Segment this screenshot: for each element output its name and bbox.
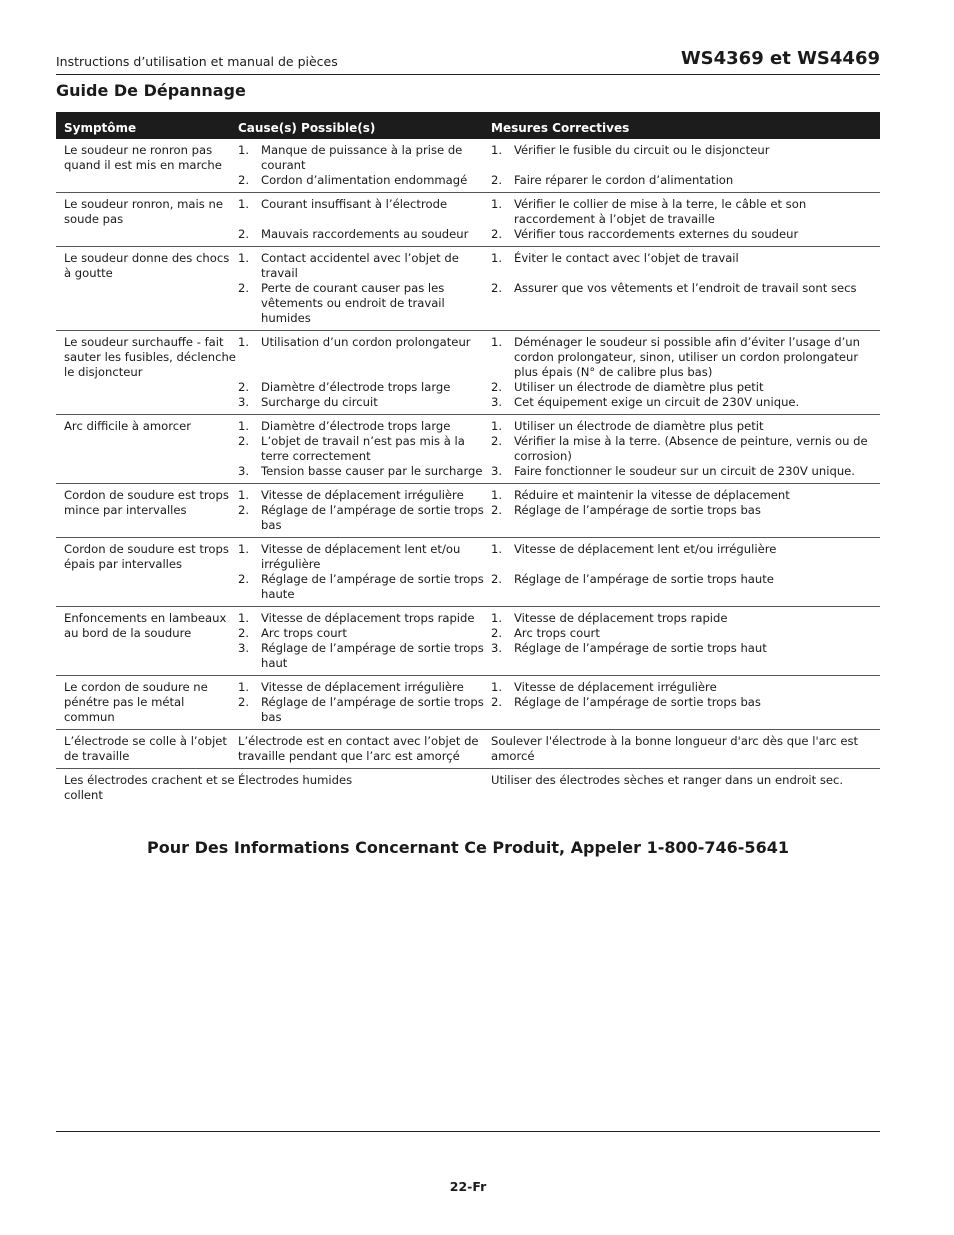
symptom-cell: Le soudeur donne des chocs à goutte [64, 251, 230, 280]
remedy-item: Vitesse de déplacement lent et/ou irrégulière [514, 542, 777, 556]
remedies-cell: 1. Vitesse de déplacement lent et/ou irrégulière 2. Réglage de l’ampérage de sortie trops haute [491, 542, 880, 602]
cause-text-cell: Électrodes humides [238, 773, 353, 787]
symptom-cell: Les électrodes crachent et se collent [64, 773, 235, 802]
causes-cell: 1. Vitesse de déplacement irrégulière 2. Réglage de l’ampérage de sortie trops bas [238, 680, 491, 725]
remedies-cell: 1. Vérifier le collier de mise à la terre, le câble et son raccordement à l’objet de travaille 2. Vérifier tous raccordements externes du soudeur [491, 197, 880, 242]
cause-item: Perte de courant causer pas les vêtements ou endroit de travail humides [261, 281, 445, 325]
symptom-cell: Cordon de soudure est trops épais par intervalles [64, 542, 229, 571]
remedy-item: Vérifier la mise à la terre. (Absence de peinture, vernis ou de corrosion) [514, 434, 868, 463]
cause-item: Surcharge du circuit [261, 395, 378, 409]
table-row [56, 484, 880, 538]
cause-item: Vitesse de déplacement lent et/ou irrégulière [261, 542, 461, 571]
causes-cell: 1. Vitesse de déplacement trops rapide 2. Arc trops court 3. Réglage de l’ampérage de sortie trops haut [238, 611, 491, 671]
symptom-cell: Enfoncements en lambeaux au bord de la soudure [64, 611, 227, 640]
cause-item: Arc trops court [261, 626, 347, 640]
remedy-item: Faire fonctionner le soudeur sur un circuit de 230V unique. [514, 464, 855, 478]
remedy-item: Faire réparer le cordon d’alimentation [514, 173, 734, 187]
cause-item: Réglage de l’ampérage de sortie trops haut [261, 641, 484, 670]
remedy-item: Vérifier le fusible du circuit ou le disjoncteur [514, 143, 770, 157]
page-number: 22-Fr [449, 1179, 487, 1194]
table-header [56, 112, 880, 139]
cause-item: Vitesse de déplacement trops rapide [261, 611, 475, 625]
section-title: Guide De Dépannage [56, 81, 246, 100]
symptom-cell: Arc difficile à amorcer [64, 419, 191, 433]
causes-cell: 1. Manque de puissance à la prise de courant 2. Cordon d’alimentation endommagé [238, 143, 491, 188]
remedy-item: Utiliser un électrode de diamètre plus petit [514, 380, 764, 394]
table-row [56, 607, 880, 676]
remedy-item: Réglage de l’ampérage de sortie trops bas [514, 695, 761, 709]
model-numbers: WS4369 et WS4469 [680, 48, 880, 69]
cause-item: Cordon d’alimentation endommagé [261, 173, 468, 187]
column-header-symptom: Symptôme [64, 121, 137, 135]
troubleshooting-table [56, 112, 880, 807]
causes-cell: 1. Vitesse de déplacement irrégulière 2. Réglage de l’ampérage de sortie trops bas [238, 488, 491, 533]
cause-item: Diamètre d’électrode trops large [261, 380, 451, 394]
symptom-cell: Le soudeur surchauffe - fait sauter les fusibles, déclenche le disjoncteur [64, 335, 236, 379]
remedy-item: Cet équipement exige un circuit de 230V unique. [514, 395, 800, 409]
remedy-item: Utiliser un électrode de diamètre plus petit [514, 419, 764, 433]
remedies-cell: 1. Vitesse de déplacement irrégulière 2. Réglage de l’ampérage de sortie trops bas [491, 680, 880, 725]
table-row [56, 769, 880, 807]
cause-item: L’objet de travail n’est pas mis à la terre correctement [261, 434, 465, 463]
symptom-cell: Le soudeur ne ronron pas quand il est mis en marche [64, 143, 222, 172]
remedies-cell: 1. Déménager le soudeur si possible afin d’éviter l’usage d’un cordon prolongateur, sinon, utiliser un cordon prolongateur plus épais (N° de calibre plus bas) 2. Utiliser un électrode de diamètre plus petit 3. Cet équipement exige un circuit de 230V unique. [491, 335, 880, 410]
table-row [56, 730, 880, 769]
symptom-cell: Le cordon de soudure ne pénétre pas le métal commun [64, 680, 208, 724]
page-header [56, 48, 880, 75]
remedy-item: Assurer que vos vêtements et l’endroit de travail sont secs [514, 281, 857, 295]
remedies-cell: 1. Vérifier le fusible du circuit ou le disjoncteur 2. Faire réparer le cordon d’alimentation [491, 143, 880, 188]
remedy-item: Déménager le soudeur si possible afin d’éviter l’usage d’un cordon prolongateur, sinon, utiliser un cordon prolongateur plus épais (N° de calibre plus bas) [514, 335, 860, 379]
causes-cell: 1. Utilisation d’un cordon prolongateur 2. Diamètre d’électrode trops large 3. Surcharge du circuit [238, 335, 491, 410]
cause-item: Diamètre d’électrode trops large [261, 419, 451, 433]
footer-divider [56, 1131, 880, 1132]
remedy-item: Vérifier tous raccordements externes du soudeur [514, 227, 799, 241]
cause-item: Utilisation d’un cordon prolongateur [261, 335, 471, 349]
remedy-item: Réglage de l’ampérage de sortie trops haut [514, 641, 767, 655]
remedies-cell: 1. Vitesse de déplacement trops rapide 2. Arc trops court 3. Réglage de l’ampérage de sortie trops haut [491, 611, 880, 671]
remedy-text-cell: Soulever l'électrode à la bonne longueur d'arc dès que l'arc est amorcé [491, 734, 859, 763]
remedy-item: Arc trops court [514, 626, 600, 640]
causes-cell: 1. Diamètre d’électrode trops large 2. L’objet de travail n’est pas mis à la terre correctement 3. Tension basse causer par le surcharge [238, 419, 491, 479]
cause-text-cell: L’électrode est en contact avec l’objet de travaille pendant que l’arc est amorçé [238, 734, 479, 763]
remedy-item: Éviter le contact avec l’objet de travail [514, 251, 739, 265]
table-row [56, 415, 880, 484]
remedy-item: Réglage de l’ampérage de sortie trops bas [514, 503, 761, 517]
cause-item: Manque de puissance à la prise de courant [261, 143, 463, 172]
cause-item: Courant insuffisant à l’électrode [261, 197, 448, 211]
table-row [56, 538, 880, 607]
table-row [56, 331, 880, 415]
contact-line: Pour Des Informations Concernant Ce Produit, Appeler 1-800-746-5641 [147, 838, 789, 857]
cause-item: Vitesse de déplacement irrégulière [261, 488, 464, 502]
cause-item: Contact accidentel avec l’objet de travail [261, 251, 459, 280]
remedy-item: Vérifier le collier de mise à la terre, le câble et son raccordement à l’objet de travaille [514, 197, 807, 226]
symptom-cell: L’électrode se colle à l’objet de travaille [64, 734, 227, 763]
causes-cell: 1. Contact accidentel avec l’objet de travail 2. Perte de courant causer pas les vêtements ou endroit de travail humides [238, 251, 491, 326]
remedies-cell: 1. Réduire et maintenir la vitesse de déplacement 2. Réglage de l’ampérage de sortie trops bas [491, 488, 880, 533]
table-row [56, 676, 880, 730]
manual-title: Instructions d’utilisation et manual de pièces [56, 54, 338, 69]
remedy-item: Vitesse de déplacement irrégulière [514, 680, 717, 694]
cause-item: Réglage de l’ampérage de sortie trops haute [261, 572, 484, 601]
remedy-text-cell: Utiliser des électrodes sèches et ranger dans un endroit sec. [491, 773, 844, 787]
cause-item: Vitesse de déplacement irrégulière [261, 680, 464, 694]
table-row [56, 193, 880, 247]
cause-item: Réglage de l’ampérage de sortie trops bas [261, 695, 484, 724]
causes-cell: 1. Vitesse de déplacement lent et/ou irrégulière 2. Réglage de l’ampérage de sortie trops haute [238, 542, 491, 602]
remedy-item: Vitesse de déplacement trops rapide [514, 611, 728, 625]
remedy-item: Réduire et maintenir la vitesse de déplacement [514, 488, 790, 502]
remedies-cell: 1. Éviter le contact avec l’objet de travail 2. Assurer que vos vêtements et l’endroit de travail sont secs [491, 251, 880, 326]
symptom-cell: Cordon de soudure est trops mince par intervalles [64, 488, 229, 517]
symptom-cell: Le soudeur ronron, mais ne soude pas [64, 197, 223, 226]
table-row [56, 139, 880, 193]
cause-item: Mauvais raccordements au soudeur [261, 227, 469, 241]
cause-item: Réglage de l’ampérage de sortie trops bas [261, 503, 484, 532]
remedies-cell: 1. Utiliser un électrode de diamètre plus petit 2. Vérifier la mise à la terre. (Absence de peinture, vernis ou de corrosion) 3. Faire fonctionner le soudeur sur un circuit de 230V unique. [491, 419, 880, 479]
column-header-causes: Cause(s) Possible(s) [238, 121, 376, 135]
table-row [56, 247, 880, 331]
causes-cell: 1. Courant insuffisant à l’électrode 2. Mauvais raccordements au soudeur [238, 197, 491, 242]
cause-item: Tension basse causer par le surcharge [261, 464, 483, 478]
remedy-item: Réglage de l’ampérage de sortie trops haute [514, 572, 774, 586]
column-header-remedies: Mesures Correctives [491, 121, 630, 135]
